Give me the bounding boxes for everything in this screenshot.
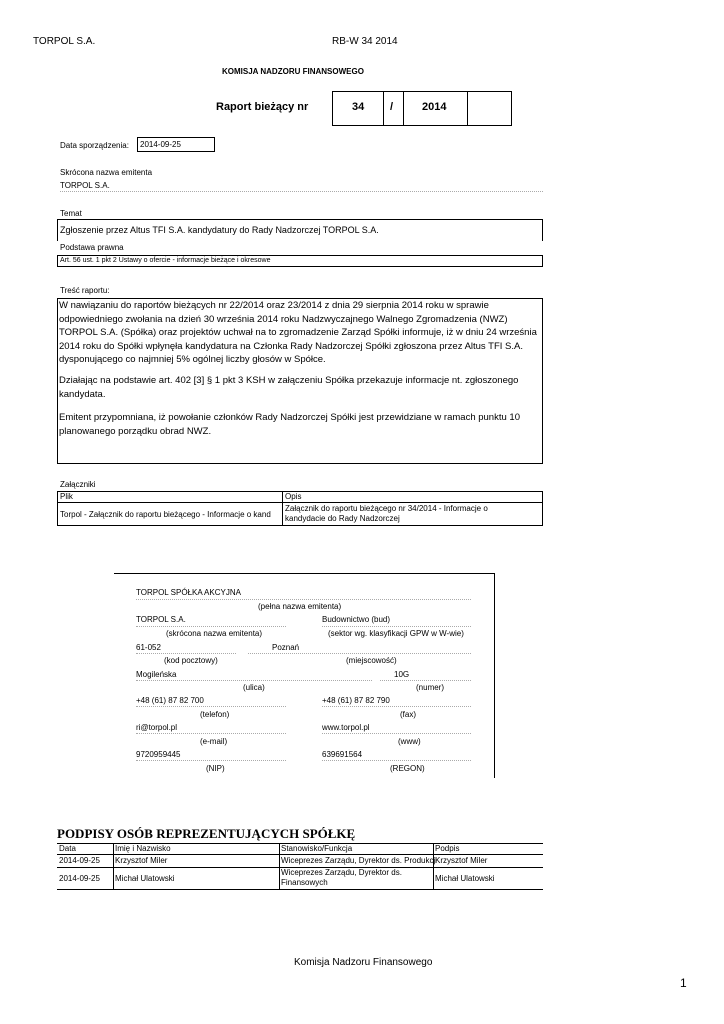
sig-row2-position: Wiceprezes Zarządu, Dyrektor ds. Finansowych <box>281 868 402 887</box>
issuer-sector: Budownictwo (bud) <box>322 615 391 624</box>
issuer-postal-code: 61-052 <box>136 643 161 652</box>
report-year: 2014 <box>422 101 447 113</box>
issuer-regon: 639691564 <box>322 750 363 759</box>
issuer-number-caption: (numer) <box>416 683 445 692</box>
issuer-number: 10G <box>394 670 410 679</box>
sig-row2-date: 2014-09-25 <box>59 874 100 883</box>
issuer-regon-caption: (REGON) <box>390 764 425 773</box>
issuer-email-caption: (e-mail) <box>200 737 228 746</box>
sig-row1-date: 2014-09-25 <box>59 856 100 865</box>
report-number: 34 <box>352 101 365 113</box>
attachments-row <box>57 502 543 526</box>
header-company: TORPOL S.A. <box>33 36 96 47</box>
issuer-city: Poznań <box>272 643 300 652</box>
attachments-label: Załączniki <box>60 480 96 489</box>
issuer-email[interactable]: ri@torpol.pl <box>136 723 178 732</box>
attachment-file[interactable]: Torpol - Załącznik do raportu bieżącego - Informacje o kand <box>60 510 271 519</box>
sig-header-name: Imię i Nazwisko <box>115 844 171 853</box>
content-paragraph-1: W nawiązaniu do raportów bieżących nr 22/2014 oraz 23/2014 z dnia 29 sierpnia 2014 roku w sprawie odpowiedniego zwołania na dzień 30 września 2014 roku Nadzwyczajnego Walnego Zgromadzenia (NWZ) TORPOL S.A. (Spółka) oraz projektów uchwał na to zgromadzenie Zarząd Spółki informuje, iż w dniu 24 września 2014 roku do Spółki wpłynęła kandydatura na Członka Rady Nadzorczej Spółki zgłoszona przez Altus TFI S.A. dysponującego co najmniej 5% ogólnej liczby głosów w Spółce. <box>59 300 537 365</box>
issuer-fax-caption: (fax) <box>400 710 416 719</box>
commission-title: KOMISJA NADZORU FINANSOWEGO <box>222 67 364 76</box>
attachments-col-file: Plik <box>60 492 73 501</box>
sig-header-date: Data <box>59 844 76 853</box>
subject-label: Temat <box>60 209 82 218</box>
issuer-short-label: Skrócona nazwa emitenta <box>60 168 153 177</box>
sig-header-position: Stanowisko/Funkcja <box>281 844 353 853</box>
issuer-street-caption: (ulica) <box>243 683 265 692</box>
issuer-short-name: TORPOL S.A. <box>136 615 186 624</box>
date-value: 2014-09-25 <box>140 140 181 149</box>
issuer-postal-caption: (kod pocztowy) <box>164 656 218 665</box>
issuer-www[interactable]: www.torpol.pl <box>322 723 370 732</box>
issuer-nip-caption: (NIP) <box>206 764 225 773</box>
header-report-code: RB-W 34 2014 <box>332 36 398 47</box>
content-paragraph-2: Działając na podstawie art. 402 [3] § 1 pkt 3 KSH w załączeniu Spółka przekazuje informacje nt. zgłoszonego kandydata. <box>59 375 519 400</box>
subject-value: Zgłoszenie przez Altus TFI S.A. kandydatury do Rady Nadzorczej TORPOL S.A. <box>60 225 379 235</box>
attachments-col-desc: Opis <box>285 492 302 501</box>
issuer-full-name-caption: (pełna nazwa emitenta) <box>258 602 342 611</box>
sig-row2-name: Michał Ulatowski <box>115 874 175 883</box>
attachment-desc: Załącznik do raportu bieżącego nr 34/2014 - Informacje o kandydacie do Rady Nadzorczej <box>285 504 488 523</box>
date-label: Data sporządzenia: <box>60 141 129 150</box>
subject-box <box>57 219 543 241</box>
issuer-nip: 9720959445 <box>136 750 181 759</box>
report-label: Raport bieżący nr <box>216 101 309 113</box>
sig-row1-position: Wiceprezes Zarządu, Dyrektor ds. Produkcji <box>281 856 438 865</box>
legal-basis-value: Art. 56 ust. 1 pkt 2 Ustawy o ofercie - informacje bieżące i okresowe <box>60 257 271 264</box>
sig-header-signature: Podpis <box>435 844 460 853</box>
content-paragraph-3: Emitent przypomniana, iż powołanie członków Rady Nadzorczej Spółki jest przewidziane w ramach punktu 10 planowanego porządku obrad NWZ. <box>59 412 520 437</box>
sig-row2-signature: Michał Ulatowski <box>435 874 495 883</box>
issuer-city-caption: (miejscowość) <box>346 656 397 665</box>
sig-row1-signature: Krzysztof Miler <box>435 856 488 865</box>
date-box <box>137 137 215 152</box>
issuer-phone-caption: (telefon) <box>200 710 230 719</box>
issuer-short-name-caption: (skrócona nazwa emitenta) <box>166 629 263 638</box>
issuer-street: Mogileńska <box>136 670 177 679</box>
issuer-fax: +48 (61) 87 82 790 <box>322 696 390 705</box>
content-label: Treść raportu: <box>60 286 110 295</box>
sig-row1-name: Krzysztof Miler <box>115 856 168 865</box>
content-box <box>57 298 543 464</box>
legal-basis-label: Podstawa prawna <box>60 243 124 252</box>
report-slash: / <box>390 101 394 113</box>
issuer-phone: +48 (61) 87 82 700 <box>136 696 204 705</box>
issuer-www-caption: (www) <box>398 737 421 746</box>
issuer-sector-caption: (sektor wg. klasyfikacji GPW w W-wie) <box>328 629 464 638</box>
issuer-full-name: TORPOL SPÓŁKA AKCYJNA <box>136 588 241 597</box>
footer-text: Komisja Nadzoru Finansowego <box>294 957 433 968</box>
issuer-short-value: TORPOL S.A. <box>60 181 110 190</box>
page-number: 1 <box>680 976 687 990</box>
signatures-title: PODPISY OSÓB REPREZENTUJĄCYCH SPÓŁKĘ <box>57 826 356 841</box>
legal-basis-box <box>57 255 543 267</box>
